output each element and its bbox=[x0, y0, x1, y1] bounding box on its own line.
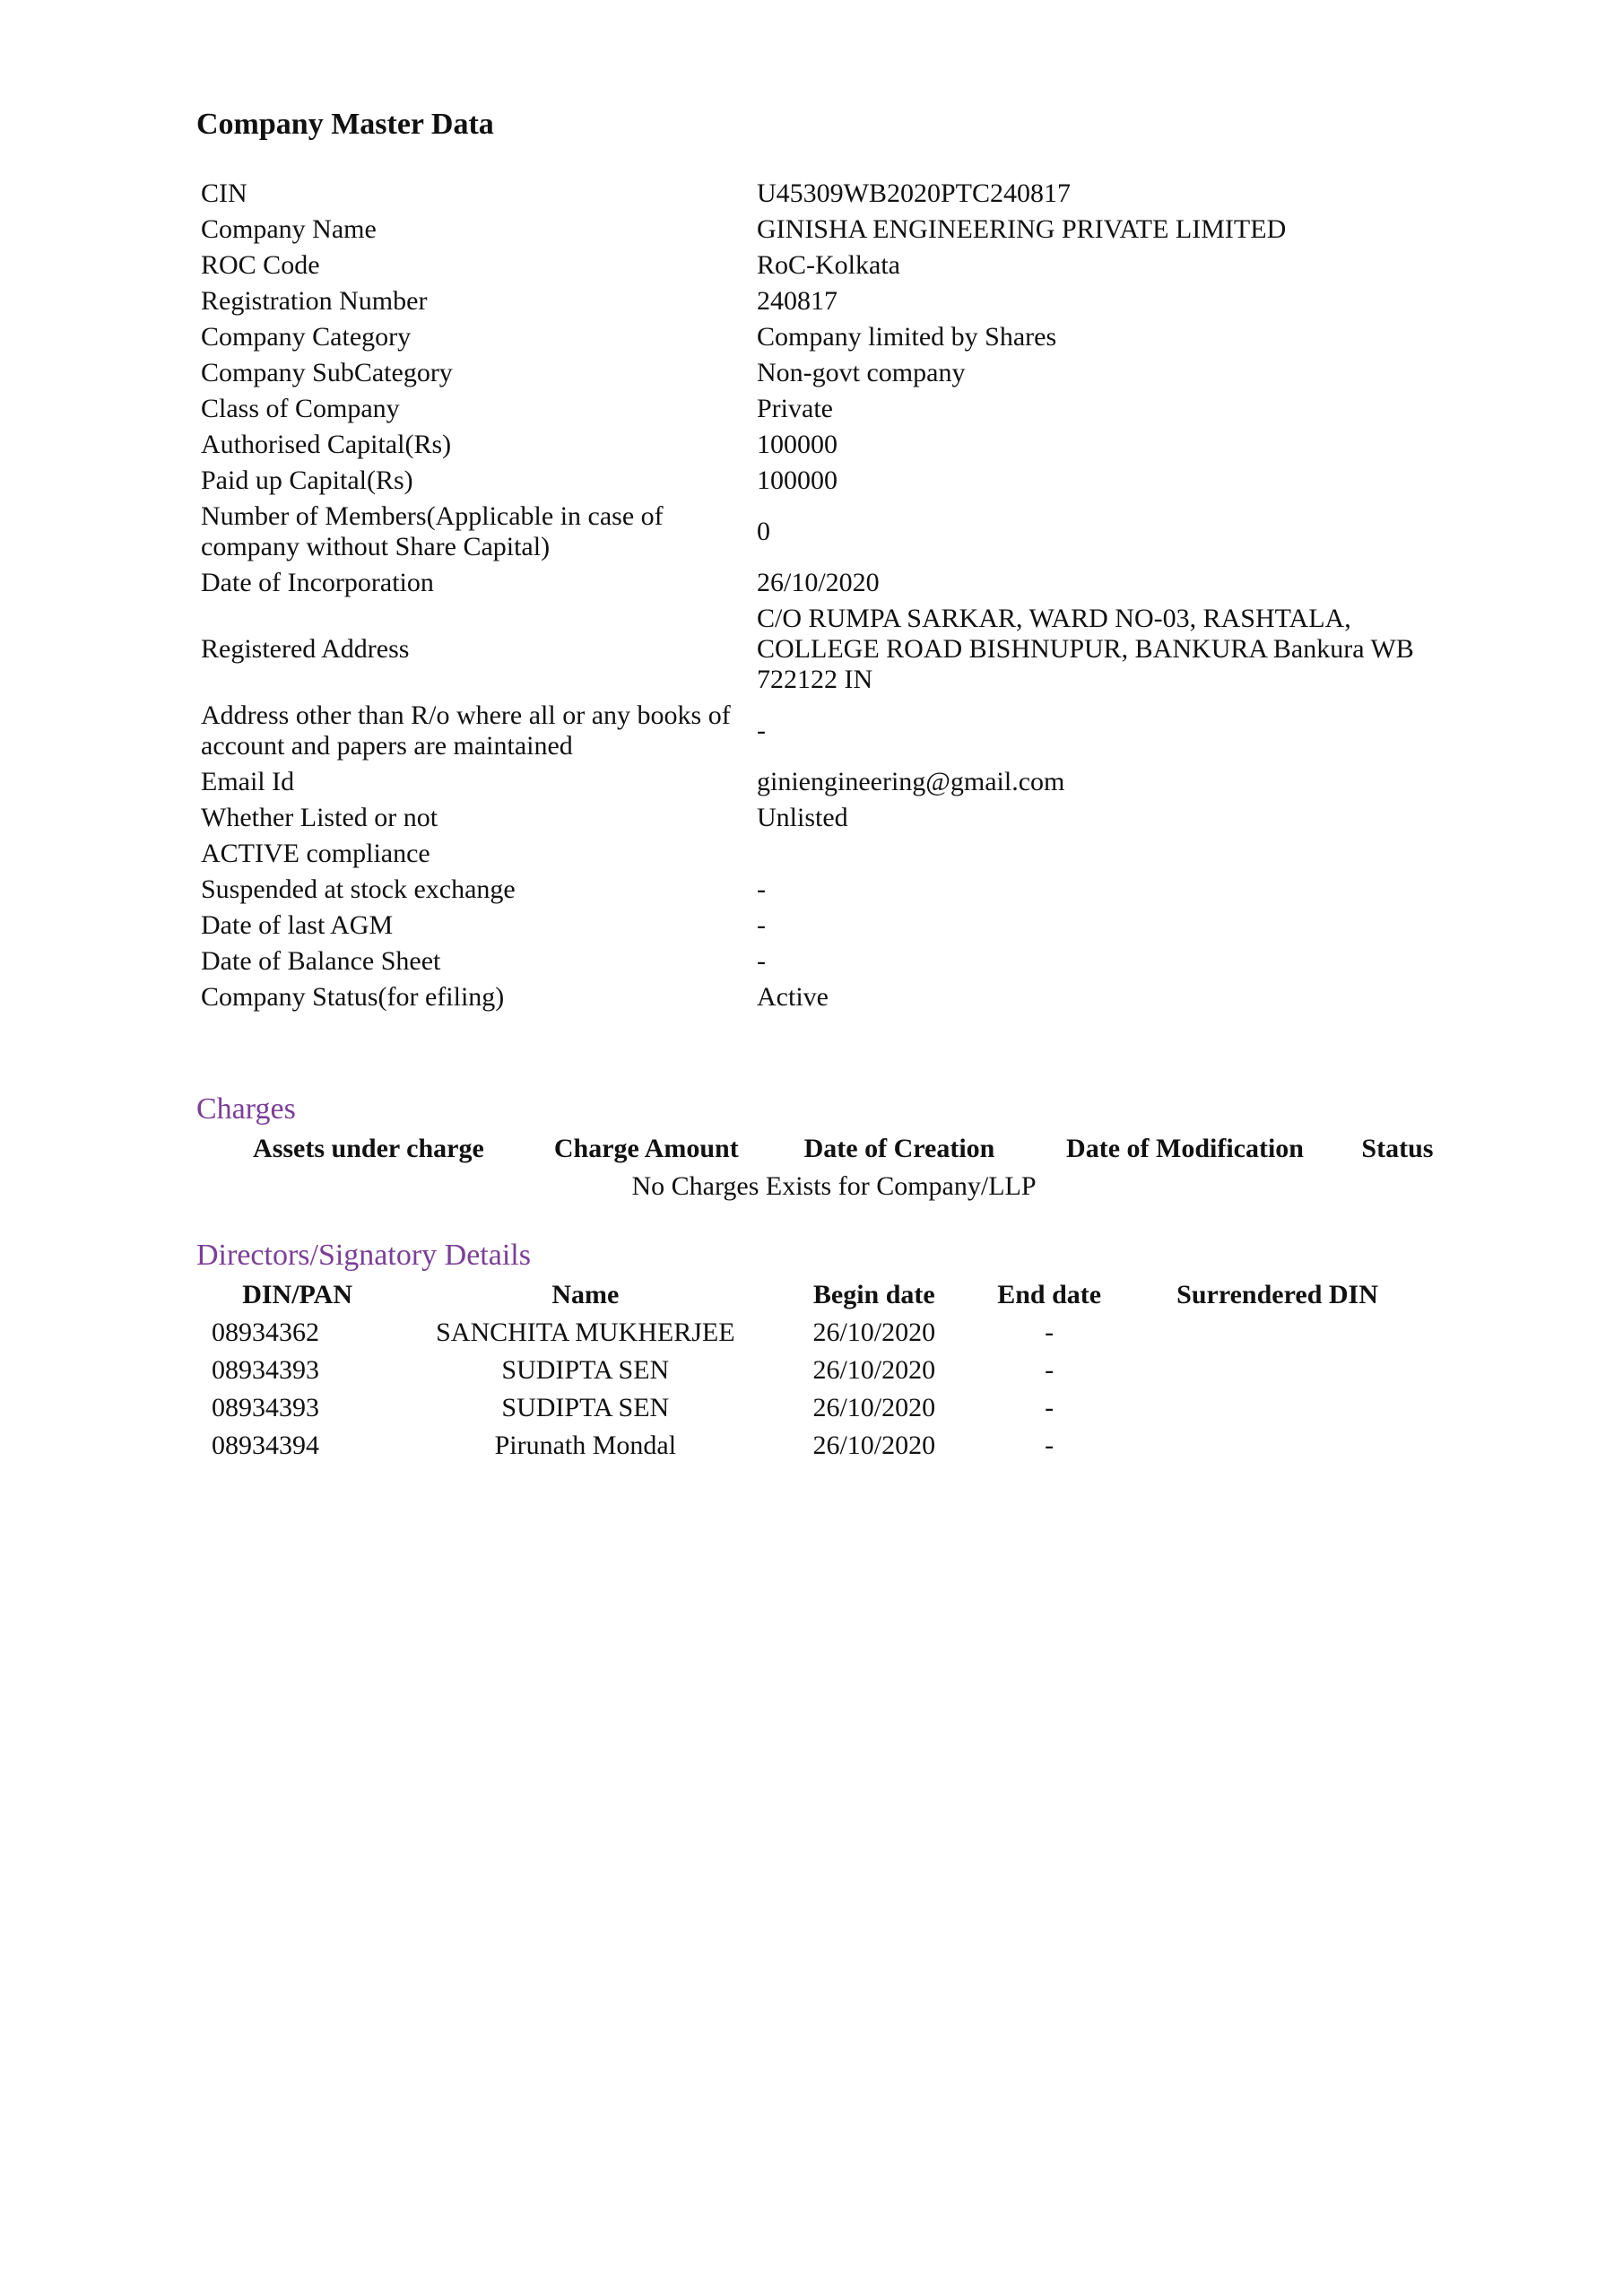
end-date-cell: - bbox=[1045, 1318, 1055, 1347]
field-value: 0 bbox=[757, 517, 770, 546]
master-row bbox=[196, 355, 1470, 391]
master-row bbox=[196, 698, 1470, 764]
field-value: C/O RUMPA SARKAR, WARD NO-03, RASHTALA, COLLEGE ROAD BISHNUPUR, BANKURA Bankura WB 722122 IN bbox=[757, 604, 1414, 694]
master-row bbox=[196, 836, 1470, 872]
column-header: End date bbox=[997, 1280, 1102, 1309]
master-row bbox=[196, 944, 1470, 979]
field-label: CIN bbox=[201, 178, 247, 208]
field-value: Private bbox=[757, 394, 833, 423]
master-row bbox=[196, 283, 1470, 319]
name-cell: SANCHITA MUKHERJEE bbox=[436, 1318, 735, 1347]
field-value: RoC-Kolkata bbox=[757, 250, 900, 280]
field-value: Company limited by Shares bbox=[757, 322, 1057, 352]
table-row bbox=[204, 1427, 1424, 1465]
field-label: ACTIVE compliance bbox=[201, 839, 430, 868]
field-value: Unlisted bbox=[757, 803, 848, 832]
end-date-cell: - bbox=[1045, 1431, 1055, 1460]
field-label: Email Id bbox=[201, 767, 295, 796]
din-cell: 08934394 bbox=[212, 1431, 319, 1460]
name-cell: SUDIPTA SEN bbox=[501, 1393, 670, 1422]
master-row bbox=[196, 565, 1470, 601]
directors-heading: Directors/Signatory Details bbox=[196, 1239, 531, 1272]
empty-message: No Charges Exists for Company/LLP bbox=[631, 1171, 1037, 1201]
field-label: Whether Listed or not bbox=[201, 803, 438, 832]
field-value: 100000 bbox=[757, 430, 838, 459]
table-row bbox=[204, 1352, 1424, 1389]
field-value bbox=[752, 836, 1470, 872]
surrendered-din-cell bbox=[1131, 1427, 1424, 1465]
field-label: Authorised Capital(Rs) bbox=[201, 430, 452, 459]
field-label: ROC Code bbox=[201, 250, 320, 280]
surrendered-din-cell bbox=[1131, 1352, 1424, 1389]
field-label: Date of Incorporation bbox=[201, 568, 434, 597]
end-date-cell: - bbox=[1045, 1355, 1055, 1385]
master-row bbox=[196, 212, 1470, 248]
field-value: - bbox=[757, 910, 766, 940]
master-row bbox=[196, 427, 1470, 463]
begin-date-cell: 26/10/2020 bbox=[812, 1393, 936, 1422]
master-row bbox=[196, 319, 1470, 355]
master-row bbox=[196, 601, 1470, 698]
end-date-cell: - bbox=[1045, 1393, 1055, 1422]
field-label: Address other than R/o where all or any books of account and papers are maintained bbox=[201, 700, 731, 761]
field-label: Company Name bbox=[201, 214, 377, 244]
surrendered-din-cell bbox=[1131, 1314, 1424, 1352]
field-value: GINISHA ENGINEERING PRIVATE LIMITED bbox=[757, 214, 1287, 244]
column-header: Assets under charge bbox=[253, 1134, 484, 1163]
field-label: Company SubCategory bbox=[201, 358, 453, 387]
field-label: Registered Address bbox=[201, 634, 410, 664]
master-row bbox=[196, 248, 1470, 283]
column-header: Status bbox=[1361, 1134, 1434, 1163]
table-row bbox=[204, 1314, 1424, 1352]
field-value: Non-govt company bbox=[757, 358, 966, 387]
field-label: Registration Number bbox=[201, 286, 428, 316]
company-master-body bbox=[196, 176, 1470, 1015]
column-header: Surrendered DIN bbox=[1176, 1280, 1378, 1309]
master-row bbox=[196, 908, 1470, 944]
column-header: Begin date bbox=[812, 1280, 935, 1309]
master-row bbox=[196, 764, 1470, 800]
column-header: Date of Creation bbox=[803, 1134, 995, 1163]
master-row bbox=[196, 176, 1470, 212]
field-value: - bbox=[757, 946, 766, 976]
field-value: 240817 bbox=[757, 286, 838, 316]
field-value: - bbox=[757, 874, 766, 904]
field-label: Number of Members(Applicable in case of company without Share Capital) bbox=[201, 501, 664, 561]
master-row bbox=[196, 463, 1470, 499]
directors-header-row bbox=[204, 1276, 1424, 1314]
charges-empty-row bbox=[215, 1168, 1453, 1205]
field-label: Class of Company bbox=[201, 394, 400, 423]
column-header: Charge Amount bbox=[553, 1134, 739, 1163]
company-master-table bbox=[196, 176, 1470, 1015]
page-title: Company Master Data bbox=[196, 108, 494, 141]
charges-heading: Charges bbox=[196, 1092, 296, 1126]
field-label: Company Category bbox=[201, 322, 412, 352]
field-value: - bbox=[757, 716, 766, 745]
directors-table bbox=[204, 1276, 1424, 1465]
field-label: Date of last AGM bbox=[201, 910, 394, 940]
master-row bbox=[196, 872, 1470, 908]
field-value: Active bbox=[757, 982, 829, 1012]
name-cell: SUDIPTA SEN bbox=[501, 1355, 670, 1385]
master-row bbox=[196, 800, 1470, 836]
master-row bbox=[196, 979, 1470, 1015]
field-value: U45309WB2020PTC240817 bbox=[757, 178, 1072, 208]
din-cell: 08934393 bbox=[212, 1355, 319, 1385]
field-value: giniengineering@gmail.com bbox=[757, 767, 1065, 796]
table-row bbox=[204, 1389, 1424, 1427]
name-cell: Pirunath Mondal bbox=[494, 1431, 677, 1460]
master-row bbox=[196, 391, 1470, 427]
field-label: Company Status(for efiling) bbox=[201, 982, 505, 1012]
column-header: Date of Modification bbox=[1066, 1134, 1304, 1163]
begin-date-cell: 26/10/2020 bbox=[812, 1355, 936, 1385]
column-header: DIN/PAN bbox=[242, 1280, 352, 1309]
field-label: Suspended at stock exchange bbox=[201, 874, 516, 904]
surrendered-din-cell bbox=[1131, 1389, 1424, 1427]
master-row bbox=[196, 499, 1470, 565]
begin-date-cell: 26/10/2020 bbox=[812, 1431, 936, 1460]
begin-date-cell: 26/10/2020 bbox=[812, 1318, 936, 1347]
field-label: Paid up Capital(Rs) bbox=[201, 465, 413, 495]
charges-table bbox=[215, 1130, 1453, 1205]
field-value: 26/10/2020 bbox=[757, 568, 880, 597]
field-value: 100000 bbox=[757, 465, 838, 495]
charges-header-row bbox=[215, 1130, 1453, 1168]
din-cell: 08934393 bbox=[212, 1393, 319, 1422]
din-cell: 08934362 bbox=[212, 1318, 319, 1347]
column-header: Name bbox=[551, 1280, 620, 1309]
field-label: Date of Balance Sheet bbox=[201, 946, 441, 976]
